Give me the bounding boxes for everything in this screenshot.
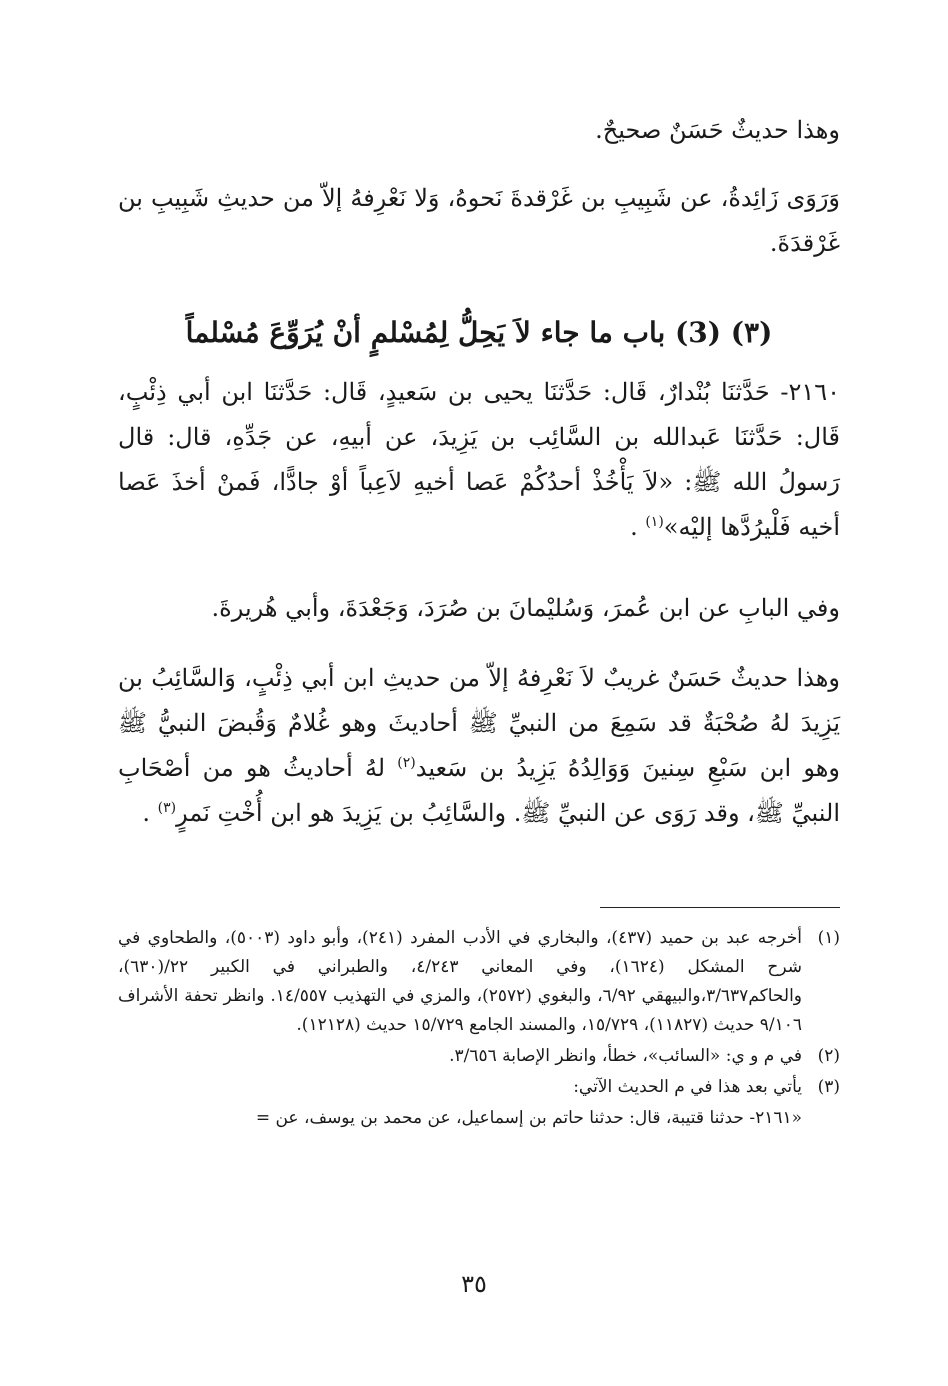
paragraph-end: . — [630, 513, 646, 541]
footnote-text: أخرجه عبد بن حميد (٤٣٧)، والبخاري في الأدب المفرد (٢٤١)، وأبو داود (٥٠٠٣)، والطحاوي في شرح المشكل (١٦٢٤)، وفي المعاني ٤/٢٤٣، والطبراني في الكبير ٢٢/(٦٣٠)، والحاكم٣/٦٣٧،والبيهقي ٦/٩٢، والبغوي (٢٥٧٢)، والمزي في التهذيب ١٤/٥٥٧. وانظر تحفة الأشراف ٩/١٠٦ حديث (١١٨٢٧)، ١٥/٧٢٩، والمسند الجامع ١٥/٧٢٩ حديث (١٢١٢٨). — [118, 928, 803, 1035]
footnote-ref-1: (١) — [645, 514, 664, 530]
paragraph-narration-note — [118, 176, 840, 266]
paragraph-text: لهُ أحاديثُ هو من أصْحَابِ النبيِّ ﷺ، وقد رَوَى عن النبيِّ ﷺ. والسَّائِبُ بن يَزِيدَ هو ابن أُخْتِ نَمرٍ — [118, 754, 840, 827]
paragraph-hadith-commentary — [118, 656, 840, 836]
footnote-3 — [118, 1073, 840, 1102]
paragraph-text: ٢١٦٠- حَدَّثنَا بُنْدارٌ، قَال: حَدَّثنَا يحيى بن سَعيدٍ، قَال: حَدَّثنَا ابن أبي ذِئْبٍ، قَال: حَدَّثنَا عَبدالله بن السَّائِب بن يَزِيدَ، عن أبيهِ، عن جَدِّهِ، قال: قال رَسولُ الله ﷺ: «لاَ يَأْخُذْ أحدُكُمْ عَصا أخيهِ لاَعِباً أوْ جادًّا، فَمنْ أخذَ عَصا أخيه فَلْيرُدَّها إليْه» — [118, 378, 841, 541]
footnote-number: (١) — [817, 928, 840, 948]
paragraph-text: وفي البابِ عن ابن عُمرَ، وَسُليْمانَ بن صُرَدَ، وَجَعْدَةَ، وأبي هُريرةَ. — [211, 594, 840, 622]
chapter-heading: (٣) (3) باب ما جاء لاَ يَحِلُّ لِمُسْلمٍ أنْ يُرَوِّعَ مُسْلماً — [185, 316, 773, 350]
footnote-number: (٣) — [817, 1077, 840, 1097]
page-number: ٣٥ — [461, 1270, 487, 1298]
paragraph-text: وهذا حديثٌ حَسَنٌ غريبٌ لاَ نَعْرِفهُ إلاّ من حديثِ ابن أبي ذِئْبٍ، وَالسَّائِبُ بن يَزِيدَ لهُ صُحْبَةٌ قد سَمِعَ من النبيِّ ﷺ أحاديثَ وهو غُلامٌ وَقُبضَ النبيُّ ﷺ وهو ابن سَبْعِ سِنينَ وَوَالِدُهُ يَزِيدُ بن سَعيد — [118, 664, 840, 782]
footnote-number: (٢) — [817, 1046, 840, 1066]
footnote-continuation: «٢١٦١- حدثنا قتيبة، قال: حدثنا حاتم بن إسماعيل، عن محمد بن يوسف، عن = — [255, 1108, 802, 1128]
paragraph-end: . — [142, 799, 158, 827]
footnote-2 — [118, 1042, 840, 1071]
footnote-ref-3: (٣) — [157, 800, 177, 816]
paragraph-text: وَرَوَى زَائِدةُ، عن شَبِيبِ بن غَرْقدةَ نَحوهُ، وَلا نَعْرِفهُ إلاّ من حديثِ شَبِيبِ بن غَرْقدَةَ. — [118, 184, 840, 257]
footnotes — [118, 924, 840, 1133]
footnote-1 — [118, 924, 840, 1040]
paragraph-hadith-grade — [118, 108, 840, 153]
paragraph-hadith-2160 — [118, 370, 840, 550]
paragraph-text: وهذا حديثٌ حَسَنٌ صحيحٌ. — [595, 116, 840, 144]
paragraph-chapter-references — [118, 586, 840, 631]
footnote-ref-2: (٢) — [397, 755, 416, 771]
footnote-separator — [600, 907, 840, 908]
footnote-text: في م و ي: «السائب»، خطأ، وانظر الإصابة ٣/٦٥٦. — [449, 1046, 802, 1066]
footnote-text: يأتي بعد هذا في م الحديث الآتي: — [573, 1077, 802, 1097]
